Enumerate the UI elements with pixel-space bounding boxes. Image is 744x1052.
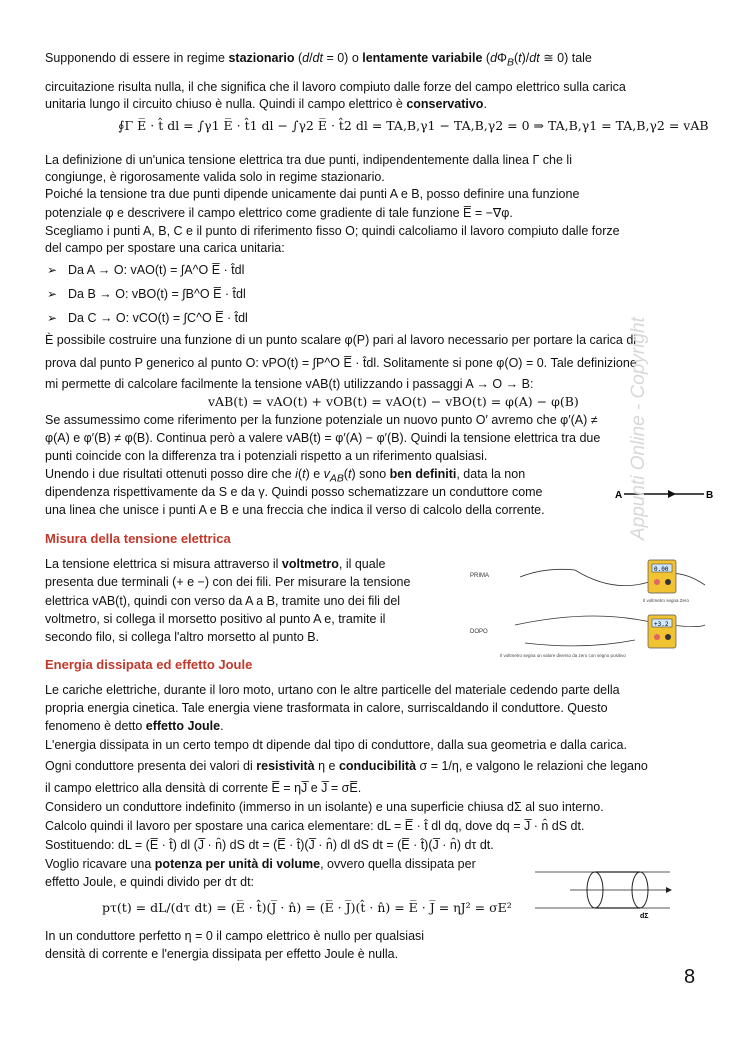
arrow-bullet-icon: ➢ — [47, 263, 58, 277]
paragraph-line: Calcolo quindi il lavoro per spostare una carica elementare: dL = E̅ · t̂ dl dq, dove dq = J̅ · n̂ dS dt. — [45, 819, 585, 833]
paragraph-line: voltmetro, si collega il morsetto positivo al punto A e, tramite il — [45, 612, 386, 626]
paragraph-line: mi permette di calcolare facilmente la tensione vAB(t) utilizzando i passaggi A → O → B: — [45, 377, 534, 391]
paragraph-line: Sostituendo: dL = (E̅ · t̂) dl (J̅ · n̂) dS dt = (E̅ · t̂)(J̅ · n̂) dl dS dt = (E̅ · t̂)(J̅ · n̂) dτ dt. — [45, 838, 494, 852]
paragraph-line: Se assumessimo come riferimento per la funzione potenziale un nuovo punto O′ avremo che φ′(A) ≠ — [45, 413, 598, 427]
point-b-label: B — [706, 490, 714, 501]
equation-circuitation: ∮Γ E̅ · t̂ dl = ∫γ1 E̅ · t̂1 dl − ∫γ2 E̅ · t̂2 dl = TA,B,γ1 − TA,B,γ2 = 0 ⇒ TA,B,γ1 = TA,B,γ2 = vAB — [118, 118, 709, 133]
paragraph-line: una linea che unisce i punti A e B e una freccia che indica il verso di calcolo della corrente. — [45, 503, 545, 517]
paragraph-line: presenta due terminali (+ e −) con dei fili. Per misurare la tensione — [45, 575, 411, 589]
watermark: Appunti Online - Copyright — [628, 317, 649, 540]
paragraph-line: Voglio ricavare una potenza per unità di volume, ovvero quella dissipata per — [45, 857, 476, 871]
paragraph-line: fenomeno è detto effetto Joule. — [45, 719, 224, 733]
paragraph-line: prova dal punto P generico al punto O: vPO(t) = ∫P^O E̅ · t̂dl. Solitamente si pone φ(O) = 0. Tale definizione — [45, 356, 637, 370]
section-heading: Misura della tensione elettrica — [45, 531, 231, 546]
point-a-label: A — [615, 490, 623, 501]
voltmeter-display-1: 0.00 — [654, 566, 669, 573]
arrow-bullet-icon: ➢ — [47, 287, 58, 301]
cylinder-figure — [530, 860, 680, 920]
paragraph-line: L'energia dissipata in un certo tempo dt dipende dal tipo di conduttore, dalla sua geometria e dalla carica. — [45, 738, 627, 752]
paragraph-line: punti coincide con la differenza tra i potenziali rispetto a un riferimento qualsiasi. — [45, 449, 488, 463]
paragraph-line: Considero un conduttore indefinito (immerso in un isolante) e una superficie chiusa dΣ al suo interno. — [45, 800, 604, 814]
equation-vab: vAB(t) = vAO(t) + vOB(t) = vAO(t) − vBO(t) = φ(A) − φ(B) — [208, 394, 579, 409]
paragraph-line: Supponendo di essere in regime stazionario (d/dt = 0) o lentamente variabile ($d\Phi_B(t)/dt$ ≅ 0) tale — [45, 51, 592, 69]
paragraph-line: circuitazione risulta nulla, il che significa che il lavoro compiuto dalle forze del campo elettrico sulla carica — [45, 80, 626, 94]
prima-label: PRIMA — [470, 573, 490, 579]
paragraph-line: secondo filo, si collega l'altro morsetto al punto B. — [45, 630, 320, 644]
paragraph-line: Ogni conduttore presenta dei valori di resistività η e conducibilità σ = 1/η, e valgono le relazioni che legano — [45, 759, 648, 773]
paragraph-line: Unendo i due risultati ottenuti posso dire che i(t) e $v_{AB}(t)$ sono ben definiti, data la non — [45, 467, 526, 485]
list-item: Da A → O: vAO(t) = ∫A^O E̅ · t̂dl — [68, 263, 245, 277]
paragraph-line: In un conduttore perfetto η = 0 il campo elettrico è nullo per qualsiasi — [45, 929, 425, 943]
paragraph-line: La definizione di un'unica tensione elettrica tra due punti, indipendentemente dalla linea Γ che li — [45, 153, 572, 167]
paragraph-line: elettrica vAB(t), quindi con verso da A a B, tramite uno dei fili del — [45, 594, 401, 608]
voltmeter-figure — [465, 555, 720, 660]
page-number: 8 — [684, 966, 696, 988]
dsigma-label: dΣ — [640, 913, 649, 920]
paragraph-line: del campo per spostare una carica unitaria: — [45, 241, 285, 255]
arrow-bullet-icon: ➢ — [47, 311, 58, 325]
paragraph-line: propria energia cinetica. Tale energia viene trasformata in calore, surriscaldando il conduttore. Questo — [45, 701, 608, 715]
current-arrow-icon — [668, 490, 676, 498]
list-item: Da C → O: vCO(t) = ∫C^O E̅ · t̂dl — [68, 311, 248, 325]
voltmeter-caption-2: Il voltmetro segna un valore diverso da zero con segno positivo — [500, 653, 626, 658]
voltmeter-display-2: +3.2 — [654, 621, 669, 628]
paragraph-line: φ(A) e φ′(B) ≠ φ(B). Continua però a valere vAB(t) = φ′(A) − φ′(B). Quindi la tensione elettrica tra due — [45, 431, 601, 445]
paragraph-line: dipendenza rispettivamente da S e da γ. Quindi posso schematizzare un conduttore come — [45, 485, 543, 499]
paragraph-line: È possibile costruire una funzione di un punto scalare φ(P) pari al lavoro necessario per portare la carica di — [45, 333, 637, 347]
paragraph-line: densità di corrente e l'energia dissipata per effetto Joule è nulla. — [45, 947, 399, 961]
paragraph-line: Le cariche elettriche, durante il loro moto, urtano con le altre particelle del materiale cedendo parte della — [45, 683, 620, 697]
paragraph-line: potenziale φ e descrivere il campo elettrico come gradiente di tale funzione E̅ = −∇φ. — [45, 206, 513, 220]
paragraph-line: Poiché la tensione tra due punti dipende unicamente dai punti A e B, posso definire una funzione — [45, 187, 580, 201]
dopo-label: DOPO — [470, 629, 488, 635]
section-heading: Energia dissipata ed effetto Joule — [45, 657, 253, 672]
paragraph-line: effetto Joule, e quindi divido per dτ dt: — [45, 875, 255, 889]
paragraph-line: La tensione elettrica si misura attraverso il voltmetro, il quale — [45, 557, 386, 571]
paragraph-line: unitaria lungo il circuito chiuso è nulla. Quindi il campo elettrico è conservativo. — [45, 97, 487, 111]
equation-joule-power: pτ(t) = dL/(dτ dt) = (E̅ · t̂)(J̅ · n̂) = (E̅ · J̅)(t̂ · n̂) = E̅ · J̅ = ηJ² = σE² — [102, 900, 512, 915]
paragraph-line: Scegliamo i punti A, B, C e il punto di riferimento fisso O; quindi calcoliamo il lavoro compiuto dalle forze — [45, 224, 620, 238]
voltmeter-caption-1: Il voltmetro segna Zero — [643, 598, 690, 603]
paragraph-line: congiunge, è rigorosamente valida solo in regime stazionario. — [45, 170, 385, 184]
list-item: Da B → O: vBO(t) = ∫B^O E̅ · t̂dl — [68, 287, 246, 301]
paragraph-line: il campo elettrico alla densità di corrente E̅ = ηJ̅ e J̅ = σE̅. — [45, 781, 362, 795]
